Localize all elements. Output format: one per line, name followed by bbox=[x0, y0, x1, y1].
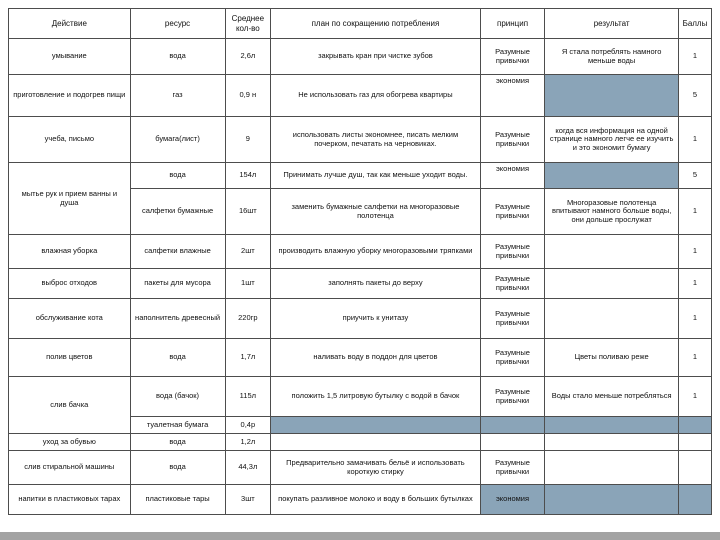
table-cell: Принимать лучше душ, так как меньше уходит воды. bbox=[271, 163, 481, 189]
column-header: принцип bbox=[480, 9, 545, 39]
table-cell: производить влажную уборку многоразовыми тряпками bbox=[271, 235, 481, 269]
table-cell: Разумные привычки bbox=[480, 377, 545, 417]
table-cell bbox=[545, 434, 679, 451]
table-row bbox=[9, 299, 712, 339]
table-cell: 1 bbox=[678, 269, 711, 299]
page-background-strip bbox=[0, 532, 720, 540]
table-cell: 1 bbox=[678, 39, 711, 75]
table-cell: обслуживание кота bbox=[9, 299, 131, 339]
table-cell: умывание bbox=[9, 39, 131, 75]
table-cell bbox=[480, 434, 545, 451]
table-cell: Не использовать газ для обогрева квартиры bbox=[271, 75, 481, 117]
table-cell: приготовление и подогрев пищи bbox=[9, 75, 131, 117]
table-cell bbox=[545, 451, 679, 485]
table-cell: 16шт bbox=[225, 189, 271, 235]
table-cell: салфетки бумажные bbox=[130, 189, 225, 235]
table-cell: вода bbox=[130, 451, 225, 485]
table-cell: 1 bbox=[678, 189, 711, 235]
table-cell bbox=[678, 485, 711, 515]
column-header: ресурс bbox=[130, 9, 225, 39]
table-cell bbox=[271, 434, 481, 451]
table-cell: наливать воду в поддон для цветов bbox=[271, 339, 481, 377]
table-cell: салфетки влажные bbox=[130, 235, 225, 269]
column-header: план по сокращению потребления bbox=[271, 9, 481, 39]
table-row bbox=[9, 75, 712, 117]
table-cell: 1 bbox=[678, 377, 711, 417]
table-cell: Разумные привычки bbox=[480, 339, 545, 377]
table-cell bbox=[545, 299, 679, 339]
table-cell: экономия bbox=[480, 75, 545, 117]
table-cell: 3шт bbox=[225, 485, 271, 515]
table-cell: Предварительно замачивать бельё и использовать короткую стирку bbox=[271, 451, 481, 485]
table-row bbox=[9, 451, 712, 485]
table-row bbox=[9, 377, 712, 417]
table-cell: 115л bbox=[225, 377, 271, 417]
table-cell bbox=[545, 235, 679, 269]
table-row bbox=[9, 434, 712, 451]
table-row bbox=[9, 117, 712, 163]
table-cell bbox=[678, 417, 711, 434]
table-cell: Разумные привычки bbox=[480, 189, 545, 235]
table-cell: 2шт bbox=[225, 235, 271, 269]
header-row bbox=[9, 9, 712, 39]
table-row bbox=[9, 269, 712, 299]
table-cell bbox=[545, 163, 679, 189]
table-cell: 1 bbox=[678, 117, 711, 163]
table-cell: экономия bbox=[480, 163, 545, 189]
table-cell: 1,7л bbox=[225, 339, 271, 377]
table-cell: Разумные привычки bbox=[480, 299, 545, 339]
table-cell: вода bbox=[130, 339, 225, 377]
table-row bbox=[9, 339, 712, 377]
table-cell: 0,4р bbox=[225, 417, 271, 434]
table-cell: выброс отходов bbox=[9, 269, 131, 299]
table-cell: уход за обувью bbox=[9, 434, 131, 451]
table-cell: вода bbox=[130, 434, 225, 451]
table-cell: 1 bbox=[678, 299, 711, 339]
table-cell: вода bbox=[130, 163, 225, 189]
table-cell: 154л bbox=[225, 163, 271, 189]
table-cell bbox=[271, 417, 481, 434]
table-cell: учеба, письмо bbox=[9, 117, 131, 163]
table-cell: заполнять пакеты до верху bbox=[271, 269, 481, 299]
consumption-table bbox=[8, 8, 712, 515]
table-cell: мытье рук и прием ванны и душа bbox=[9, 163, 131, 235]
table-cell: заменить бумажные салфетки на многоразовые полотенца bbox=[271, 189, 481, 235]
table-cell: 1 bbox=[678, 339, 711, 377]
table-cell bbox=[545, 75, 679, 117]
table-cell: 0,9 н bbox=[225, 75, 271, 117]
table-cell: Разумные привычки bbox=[480, 39, 545, 75]
table-cell: 44,3л bbox=[225, 451, 271, 485]
table-cell: положить 1,5 литровую бутылку с водой в бачок bbox=[271, 377, 481, 417]
table-row bbox=[9, 163, 712, 189]
column-header: Действие bbox=[9, 9, 131, 39]
table-cell: Разумные привычки bbox=[480, 269, 545, 299]
table-cell: туалетная бумага bbox=[130, 417, 225, 434]
table-cell: слив стиральной машины bbox=[9, 451, 131, 485]
table-row bbox=[9, 39, 712, 75]
table-cell bbox=[545, 269, 679, 299]
table-cell: Разумные привычки bbox=[480, 451, 545, 485]
table-cell: использовать листы экономнее, писать мелким почерком, печатать на черновиках. bbox=[271, 117, 481, 163]
table-row bbox=[9, 485, 712, 515]
table-cell: 5 bbox=[678, 75, 711, 117]
table-cell: влажная уборка bbox=[9, 235, 131, 269]
table-cell: приучить к унитазу bbox=[271, 299, 481, 339]
table-row bbox=[9, 235, 712, 269]
table-cell: пакеты для мусора bbox=[130, 269, 225, 299]
table-cell: пластиковые тары bbox=[130, 485, 225, 515]
table-cell bbox=[545, 485, 679, 515]
table-cell: 5 bbox=[678, 163, 711, 189]
column-header: Среднее кол-во bbox=[225, 9, 271, 39]
table-cell: вода (бачок) bbox=[130, 377, 225, 417]
table-cell: 220гр bbox=[225, 299, 271, 339]
table-cell: наполнитель древесный bbox=[130, 299, 225, 339]
table-cell: 1шт bbox=[225, 269, 271, 299]
table-cell: Разумные привычки bbox=[480, 235, 545, 269]
column-header: Баллы bbox=[678, 9, 711, 39]
table-cell bbox=[480, 417, 545, 434]
table-cell: Воды стало меньше потребляться bbox=[545, 377, 679, 417]
table-cell: когда вся информация на одной странице намного легче ее изучить и это экономит бумагу bbox=[545, 117, 679, 163]
table-cell: 1,2л bbox=[225, 434, 271, 451]
table-cell bbox=[678, 451, 711, 485]
table-cell: Я стала потреблять намного меньше воды bbox=[545, 39, 679, 75]
table-cell: 1 bbox=[678, 235, 711, 269]
table-cell: напитки в пластиковых тарах bbox=[9, 485, 131, 515]
column-header: результат bbox=[545, 9, 679, 39]
table-cell bbox=[545, 417, 679, 434]
table-cell: вода bbox=[130, 39, 225, 75]
table-cell: экономия bbox=[480, 485, 545, 515]
table-cell bbox=[678, 434, 711, 451]
table-cell: закрывать кран при чистке зубов bbox=[271, 39, 481, 75]
table-cell: Разумные привычки bbox=[480, 117, 545, 163]
table-cell: Многоразовые полотенца впитывают намного больше воды, они дольше прослужат bbox=[545, 189, 679, 235]
table-cell: газ bbox=[130, 75, 225, 117]
table-cell: покупать разливное молоко и воду в больших бутылках bbox=[271, 485, 481, 515]
table-cell: полив цветов bbox=[9, 339, 131, 377]
table-cell: Цветы поливаю реже bbox=[545, 339, 679, 377]
table-cell: бумага(лист) bbox=[130, 117, 225, 163]
table-cell: 2,6л bbox=[225, 39, 271, 75]
table-cell: слив бачка bbox=[9, 377, 131, 434]
table-cell: 9 bbox=[225, 117, 271, 163]
